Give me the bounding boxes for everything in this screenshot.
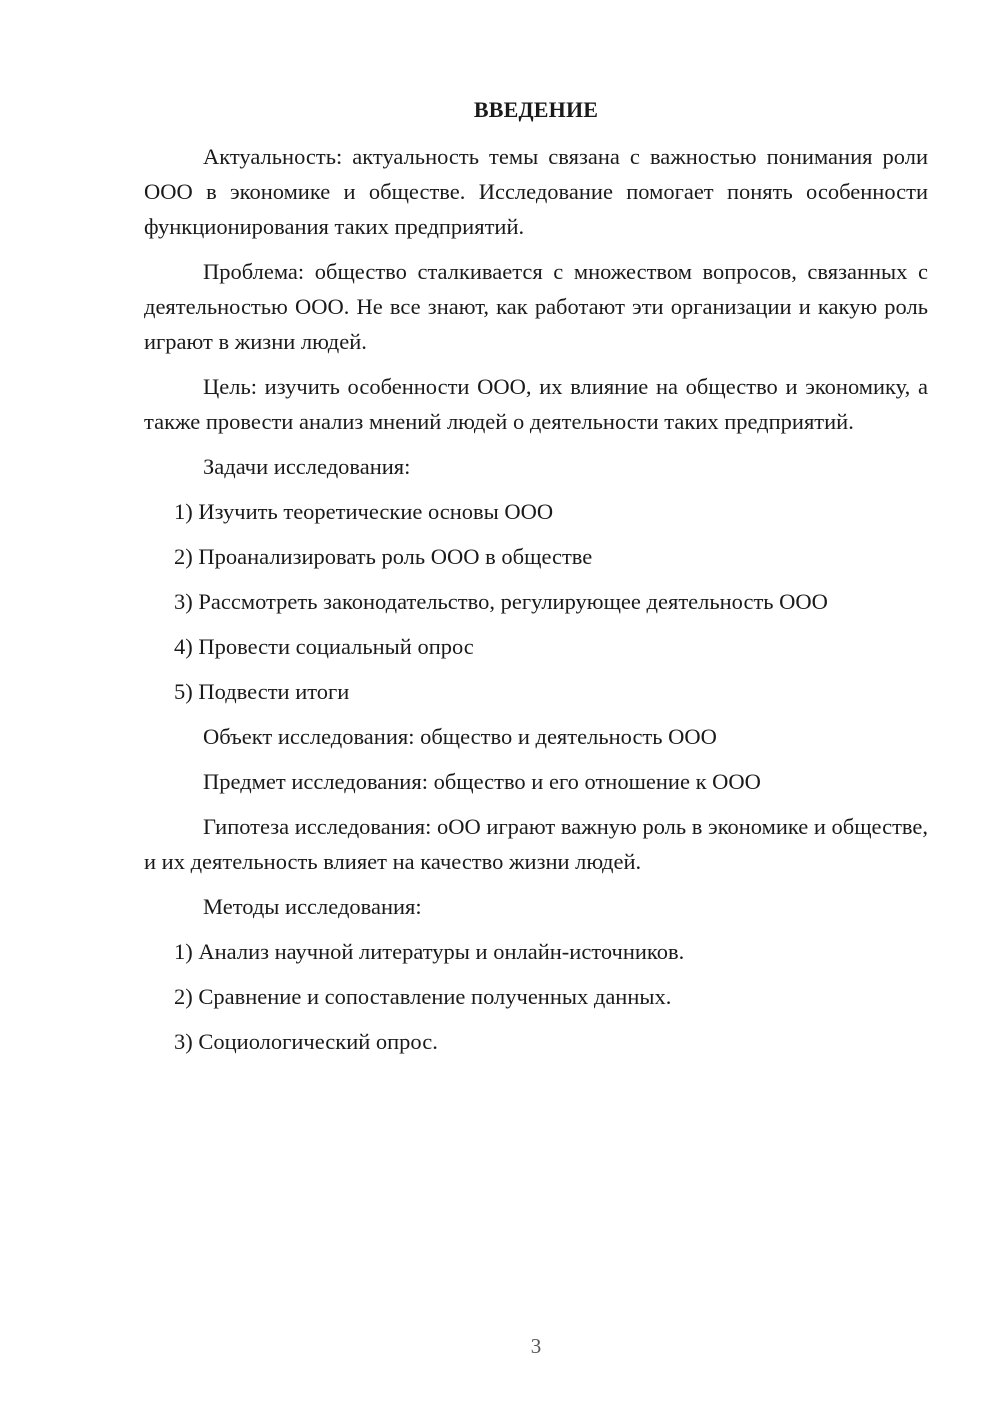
methods-title: Методы исследования: <box>203 894 422 919</box>
method-item-3: 3) Социологический опрос. <box>174 1029 438 1054</box>
relevance-paragraph: Актуальность: актуальность темы связана с важностью понимания роли ООО в экономике и обществе. Исследование помогает понять особенности функционирования таких предприятий. <box>144 144 928 239</box>
research-object: Объект исследования: общество и деятельность ООО <box>203 724 717 749</box>
task-item-1: 1) Изучить теоретические основы ООО <box>174 499 554 524</box>
task-item-3: 3) Рассмотреть законодательство, регулирующее деятельность ООО <box>174 589 828 614</box>
page-number: 3 <box>530 1334 542 1358</box>
method-item-2: 2) Сравнение и сопоставление полученных данных. <box>174 984 672 1009</box>
section-heading: ВВЕДЕНИЕ <box>473 97 599 122</box>
task-item-4: 4) Провести социальный опрос <box>174 634 474 659</box>
method-item-1: 1) Анализ научной литературы и онлайн-источников. <box>174 939 685 964</box>
goal-paragraph: Цель: изучить особенности ООО, их влияние на общество и экономику, а также провести анализ мнений людей о деятельности таких предприятий. <box>144 374 928 434</box>
task-item-2: 2) Проанализировать роль ООО в обществе <box>174 544 593 569</box>
document-page <box>144 92 928 1069</box>
problem-paragraph: Проблема: общество сталкивается с множеством вопросов, связанных с деятельностью ООО. Не все знают, как работают эти организации и какую роль играют в жизни людей. <box>144 259 928 354</box>
hypothesis-paragraph: Гипотеза исследования: оОО играют важную роль в экономике и обществе, и их деятельность влияет на качество жизни людей. <box>144 814 929 874</box>
tasks-title: Задачи исследования: <box>203 454 411 479</box>
task-item-5: 5) Подвести итоги <box>174 679 350 704</box>
research-subject: Предмет исследования: общество и его отношение к ООО <box>203 769 761 794</box>
